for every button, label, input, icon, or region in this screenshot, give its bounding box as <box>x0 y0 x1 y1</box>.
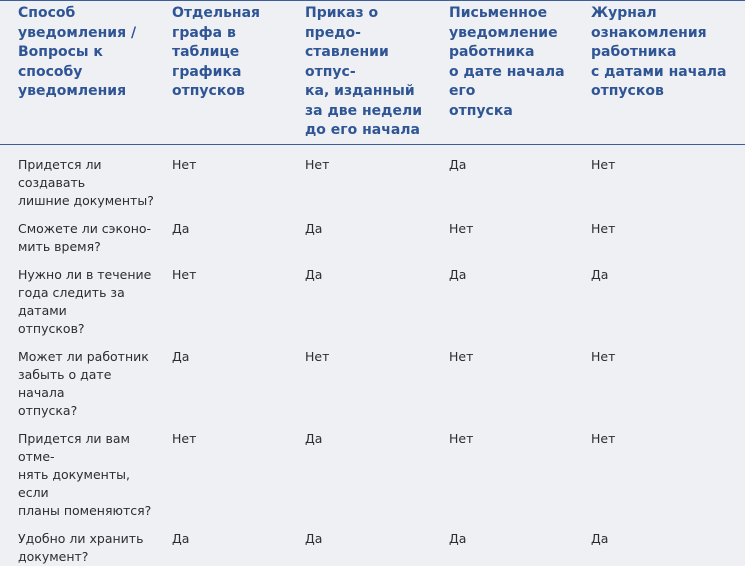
answer-cell: Нет <box>172 430 197 446</box>
answer-cell: Да <box>172 348 190 364</box>
header-order <box>287 1 431 145</box>
table-row <box>0 520 745 566</box>
header-label: Приказ о предо- ставлении отпус- ка, изданный за две недели до его начала <box>305 5 423 138</box>
question-cell: Может ли работник забыть о дате начала отпуска? <box>18 348 149 418</box>
answer-cell: Да <box>305 266 323 282</box>
answer-cell: Да <box>305 220 323 236</box>
answer-cell: Да <box>449 266 467 282</box>
header-journal <box>573 1 745 145</box>
header-label: Способ уведомления / Вопросы к способу уведомления <box>18 5 137 99</box>
header-row <box>0 1 745 145</box>
header-label: Отдельная графа в таблице графика отпусков <box>172 5 261 99</box>
question-cell: Нужно ли в течение года следить за датами отпусков? <box>18 266 152 336</box>
answer-cell: Да <box>305 430 323 446</box>
header-label: Журнал ознакомления работника с датами начала отпусков <box>591 5 727 99</box>
answer-cell: Нет <box>172 156 197 172</box>
table-row <box>0 256 745 338</box>
header-schedule-column <box>154 1 287 145</box>
answer-cell: Да <box>591 530 609 546</box>
table-body <box>0 144 745 566</box>
answer-cell: Нет <box>591 348 616 364</box>
answer-cell: Нет <box>591 156 616 172</box>
header-written-notice <box>431 1 573 145</box>
table-row <box>0 338 745 420</box>
answer-cell: Нет <box>449 430 474 446</box>
answer-cell: Да <box>172 220 190 236</box>
answer-cell: Да <box>591 266 609 282</box>
header-label: Письменное уведомление работника о дате начала его отпуска <box>449 5 565 119</box>
table-row <box>0 144 745 210</box>
answer-cell: Нет <box>591 220 616 236</box>
answer-cell: Нет <box>172 266 197 282</box>
question-cell: Сможете ли сэконо- мить время? <box>18 220 152 254</box>
question-cell: Придется ли создавать лишние документы? <box>18 156 154 208</box>
table-row <box>0 210 745 256</box>
question-cell: Придется ли вам отме- нять документы, если планы поменяются? <box>18 430 152 518</box>
answer-cell: Нет <box>305 348 330 364</box>
answer-cell: Да <box>449 156 467 172</box>
answer-cell: Нет <box>449 348 474 364</box>
header-method-questions <box>0 1 154 145</box>
answer-cell: Да <box>172 530 190 546</box>
answer-cell: Да <box>305 530 323 546</box>
table-header <box>0 1 745 145</box>
table-row <box>0 420 745 520</box>
answer-cell: Нет <box>305 156 330 172</box>
answer-cell: Нет <box>449 220 474 236</box>
question-cell: Удобно ли хранить документ? <box>18 530 144 564</box>
answer-cell: Нет <box>591 430 616 446</box>
answer-cell: Да <box>449 530 467 546</box>
